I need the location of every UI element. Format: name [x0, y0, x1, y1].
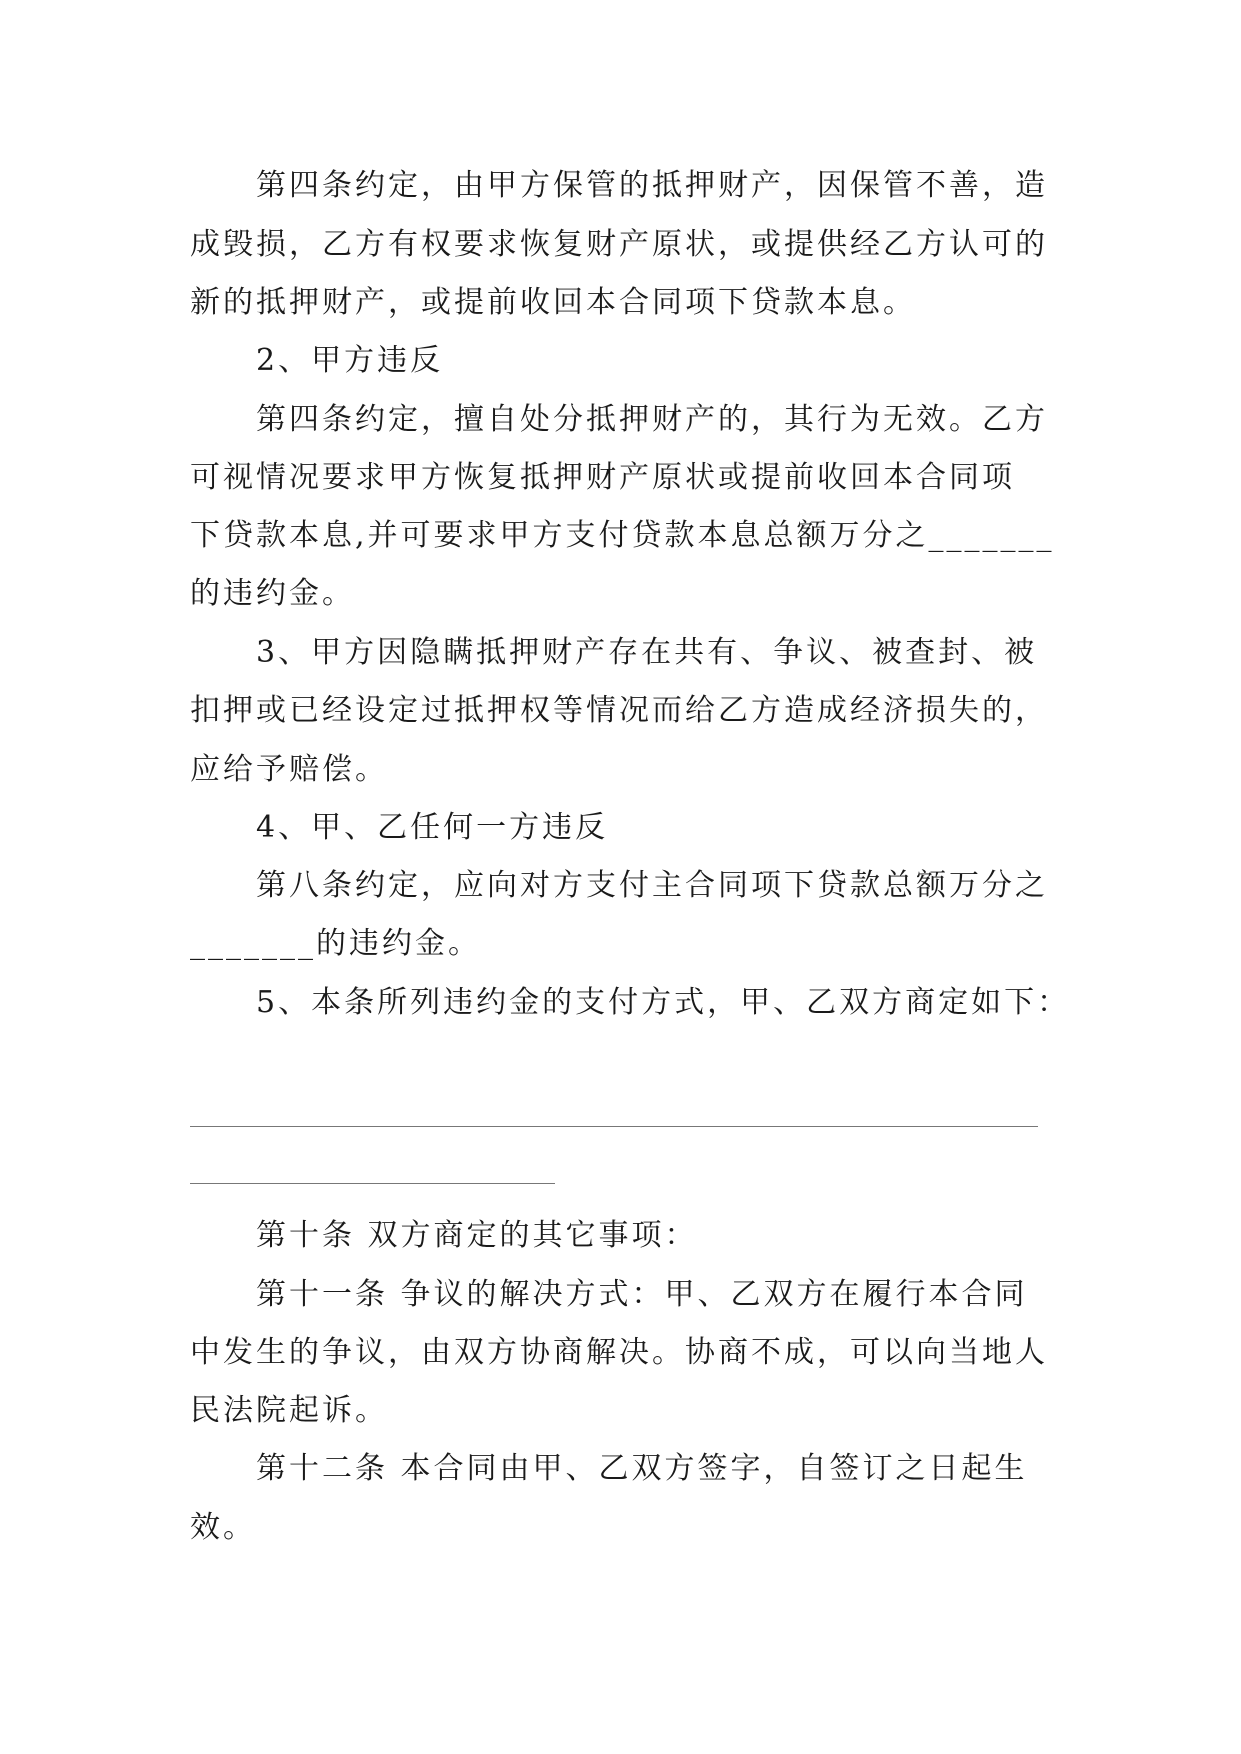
text-line: 成毁损，乙方有权要求恢复财产原状，或提供经乙方认可的 — [190, 227, 1048, 262]
text-line: 第十条 双方商定的其它事项： — [256, 1218, 698, 1253]
text-line: 5、本条所列违约金的支付方式，甲、乙双方商定如下： — [256, 985, 1071, 1020]
text-line: 4、甲、乙任何一方违反 — [256, 810, 609, 845]
text-line: 中发生的争议，由双方协商解决。协商不成，可以向当地人 — [190, 1335, 1048, 1370]
text-line: _______的违约金。 — [190, 926, 481, 961]
text-line: 扣押或已经设定过抵押权等情况而给乙方造成经济损失的， — [190, 693, 1048, 728]
blank-fill-line — [190, 1183, 555, 1184]
text-line: 下贷款本息,并可要求甲方支付贷款本息总额万分之_______ — [190, 518, 1055, 553]
text-line: 第十二条 本合同由甲、乙双方签字，自签订之日起生 — [256, 1451, 1028, 1486]
text-line: 第十一条 争议的解决方式：甲、乙双方在履行本合同 — [256, 1277, 1028, 1312]
text-line: 3、甲方因隐瞒抵押财产存在共有、争议、被查封、被 — [256, 635, 1038, 670]
text-line: 可视情况要求甲方恢复抵押财产原状或提前收回本合同项 — [190, 460, 1015, 495]
text-line: 第八条约定，应向对方支付主合同项下贷款总额万分之 — [256, 868, 1048, 903]
text-line: 民法院起诉。 — [190, 1393, 388, 1428]
text-line: 应给予赔偿。 — [190, 752, 388, 787]
blank-fill-line — [190, 1126, 1038, 1127]
text-line: 新的抵押财产，或提前收回本合同项下贷款本息。 — [190, 285, 916, 320]
text-line: 第四条约定，擅自处分抵押财产的，其行为无效。乙方 — [256, 402, 1048, 437]
text-line: 效。 — [190, 1510, 256, 1545]
text-line: 第四条约定，由甲方保管的抵押财产，因保管不善，造 — [256, 168, 1048, 203]
text-line: 的违约金。 — [190, 576, 355, 611]
text-line: 2、甲方违反 — [256, 343, 444, 378]
